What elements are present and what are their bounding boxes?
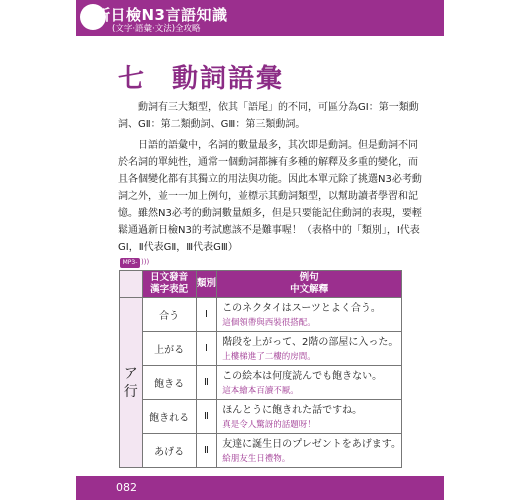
intro-paragraph-1: 動詞有三大類型，依其「語尾」的不同，可區分為GⅠ：第一類動詞、GⅡ：第二類動詞、GⅢ：第三類動詞。 <box>118 102 419 130</box>
table-row <box>120 298 402 332</box>
vocab-example <box>217 332 402 366</box>
table-row <box>120 366 402 400</box>
header-example-line1: 例句 <box>299 272 319 283</box>
example-japanese: 階段を上がって、2階の部屋に入った。 <box>222 336 399 348</box>
example-japanese: ほんとうに飽きれた話ですね。 <box>222 404 363 416</box>
mp3-track-label[interactable]: MP3- <box>120 258 140 268</box>
vocab-example <box>217 400 402 434</box>
header-word-line2: 漢字表記 <box>150 284 189 295</box>
table-row <box>120 434 402 468</box>
table-header-row <box>120 271 402 298</box>
intro-paragraph-2: 日語的語彙中，名詞的數量最多，其次即是動詞。但是動詞不同於名詞的單純性，通常一個動詞都擁有多種的解釋及多重的變化，而且各個變化都有其獨立的用法與功能。因此本單元除了挑選N3必考動詞之外，並一一加上例句，並標示其動詞類型，以幫助讀者學習和記憶。 <box>118 140 422 219</box>
example-japanese: このネクタイはスーツとよく合う。 <box>222 302 381 314</box>
intro-paragraph-3: 雖然N3必考的動詞數量頗多，但是只要能記住動詞的表現，要輕鬆通過新日檢N3的考試應該不是難事喔！（表格中的「類別」，Ⅰ代表GⅠ，Ⅱ代表GⅡ，Ⅲ代表GⅢ） <box>118 208 422 253</box>
section-title: 動詞語彙 <box>172 64 285 94</box>
vocab-category: Ⅰ <box>196 332 216 366</box>
example-japanese: 友達に誕生日のプレゼントをあげます。 <box>222 438 401 450</box>
group-label <box>120 298 143 468</box>
header-category: 類別 <box>196 271 216 298</box>
vocab-example <box>217 298 402 332</box>
table-row <box>120 400 402 434</box>
example-chinese: 上樓梯進了二樓的房間。 <box>222 351 316 362</box>
vocab-word: あげる <box>142 434 196 468</box>
header-example <box>217 271 402 298</box>
example-japanese: この絵本は何度読んでも飽きない。 <box>222 370 383 382</box>
example-chinese: 真是令人驚訝的話題呀！ <box>222 419 316 430</box>
vocab-word: 合う <box>142 298 196 332</box>
vocab-example <box>217 434 402 468</box>
vocab-word: 飽きれる <box>142 400 196 434</box>
table-row <box>120 332 402 366</box>
example-chinese: 這個領帶與西裝很搭配。 <box>222 317 316 328</box>
page-number: 082 <box>116 481 137 494</box>
header-word <box>142 271 196 298</box>
vocab-table <box>119 270 402 468</box>
audio-wave-icon: ))) <box>141 258 150 266</box>
header-word-line1: 日文發音 <box>150 272 189 283</box>
vocab-word: 飽きる <box>142 366 196 400</box>
book-title: 新日檢N3言語知識 <box>95 6 228 24</box>
table-corner-cell <box>120 271 143 298</box>
group-label-text: ア行 <box>123 365 138 400</box>
vocab-example <box>217 366 402 400</box>
vocab-category: Ⅱ <box>196 434 216 468</box>
section-number: 七 <box>118 64 145 94</box>
vocab-category: Ⅱ <box>196 366 216 400</box>
vocab-word: 上がる <box>142 332 196 366</box>
header-example-line2: 中文解釋 <box>290 284 329 295</box>
book-subtitle: (文字‧語彙‧文法)全攻略 <box>112 24 201 34</box>
vocab-category: Ⅰ <box>196 298 216 332</box>
example-chinese: 這本繪本百讀不厭。 <box>222 385 299 396</box>
example-chinese: 給朋友生日禮物。 <box>222 453 291 464</box>
vocab-category: Ⅱ <box>196 400 216 434</box>
